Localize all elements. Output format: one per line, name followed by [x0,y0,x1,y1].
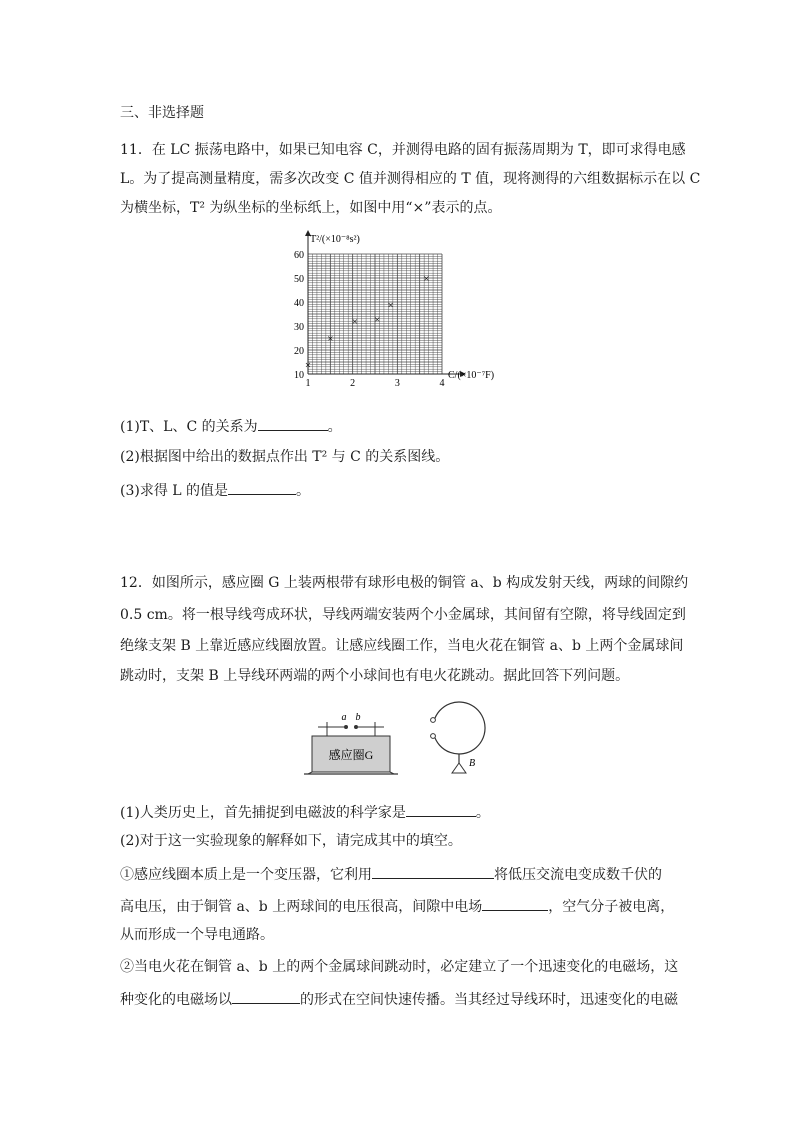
q11-sub-1-text: (1)T、L、C 的关系为 [120,419,258,435]
q12-sub-1-text: (1)人类历史上，首先捕捉到电磁波的科学家是 [120,805,406,821]
x-tick-label: 3 [394,378,400,389]
answer-blank-q11-1[interactable] [258,416,328,431]
q11-sub-3-text: (3)求得 L 的值是 [120,483,229,499]
q12-p1-a: ①感应线圈本质上是一个变压器，它利用 [120,867,372,883]
q12-line-3: 绝缘支架 B 上靠近感应线圈放置。让感应线圈工作，当电火花在铜管 a、b 上两个金属球间 [120,638,684,654]
t2-vs-c-chart [280,228,520,390]
coil-label: 感应圈G [328,748,374,762]
answer-blank-q12-2b[interactable] [482,896,548,911]
q12-p1-c: 高电压，由于铜管 a、b 上两球间的电压很高，间隙中电场 [120,899,483,915]
data-point: × [351,316,359,329]
answer-blank-q12-2c[interactable] [232,989,300,1004]
section-heading: 三、非选择题 [120,105,204,121]
data-point: × [387,299,394,312]
q12-sub-1-end: 。 [475,805,490,821]
q12-p1-d: ，空气分子被电离， [548,899,675,915]
q12-p2-b: 种变化的电磁场以 [120,992,232,1008]
q12-para-1-line-1 [120,864,680,884]
q12-line-2: 0.5 cm。将一根导线弯成环状，导线两端安装两个小金属球，其间留有空隙，将导线固定到 [120,607,686,623]
data-point: × [304,359,312,372]
q12-line-1: 12．如图所示，感应圈 G 上装两根带有球形电极的铜管 a、b 构成发射天线，两球的间隙约 [120,575,689,591]
sphere-a [344,725,348,729]
y-tick-label: 10 [294,370,304,381]
q11-sub-1 [120,416,680,436]
answer-blank-q12-2a[interactable] [372,864,494,879]
induction-coil-figure [300,700,500,782]
q11-line-3: 为横坐标，T² 为纵坐标的坐标纸上，如图中用“×”表示的点。 [120,200,502,216]
label-a: a [341,712,347,723]
x-tick-label: 4 [439,378,445,389]
label-stand-b: B [469,758,476,769]
x-tick-label: 1 [305,378,311,389]
answer-blank-q12-1[interactable] [406,802,476,817]
data-point: × [423,273,430,285]
answer-blank-q11-3[interactable] [228,480,296,495]
loop-sphere-1 [431,718,436,723]
y-tick-label: 50 [294,274,304,285]
q12-para-1-line-3: 从而形成一个导电通路。 [120,927,274,943]
q12-sub-1 [120,802,680,822]
q11-line-2: L。为了提高测量精度，需多次改变 C 值并测得相应的 T 值，现将测得的六组数据标示在以 C [120,171,701,187]
data-point: × [327,333,334,345]
chart-y-label: T²/(×10⁻⁸s²) [310,234,360,245]
q12-p2-c: 的形式在空间快速传播。当其经过导线环时，迅速变化的电磁 [300,992,678,1008]
x-tick-label: 2 [350,378,356,389]
label-b: b [355,712,361,723]
chart-x-label: C/(×10⁻⁷F) [448,370,495,381]
y-tick-label: 60 [294,250,304,261]
q12-line-4: 跳动时，支架 B 上导线环两端的两个小球间也有电火花跳动。据此回答下列问题。 [120,668,630,684]
y-tick-label: 40 [294,298,304,309]
sphere-b [354,725,358,729]
stand-b-base [452,763,466,773]
q12-para-2-line-2 [120,989,680,1009]
q12-p1-b: 将低压交流电变成数千伏的 [494,867,662,883]
y-tick-label: 30 [294,322,304,333]
y-tick-label: 20 [294,346,304,357]
q11-line-1: 11．在 LC 振荡电路中，如果已知电容 C，并测得电路的固有振荡周期为 T，即可求得电感 [120,142,686,158]
q12-sub-2: (2)对于这一实验现象的解释如下，请完成其中的填空。 [120,833,462,849]
q12-para-1-line-2 [120,896,680,916]
q11-sub-3-end: 。 [296,483,311,499]
q12-para-2-line-1: ②当电火花在铜管 a、b 上的两个金属球间跳动时，必定建立了一个迅速变化的电磁场，这 [120,959,679,975]
q11-sub-2: (2)根据图中给出的数据点作出 T² 与 C 的关系图线。 [120,449,450,465]
q11-sub-1-end: 。 [327,419,342,435]
q11-sub-3 [120,480,680,500]
loop-sphere-2 [431,734,436,739]
wire-loop [434,702,485,754]
data-point: × [374,313,381,326]
